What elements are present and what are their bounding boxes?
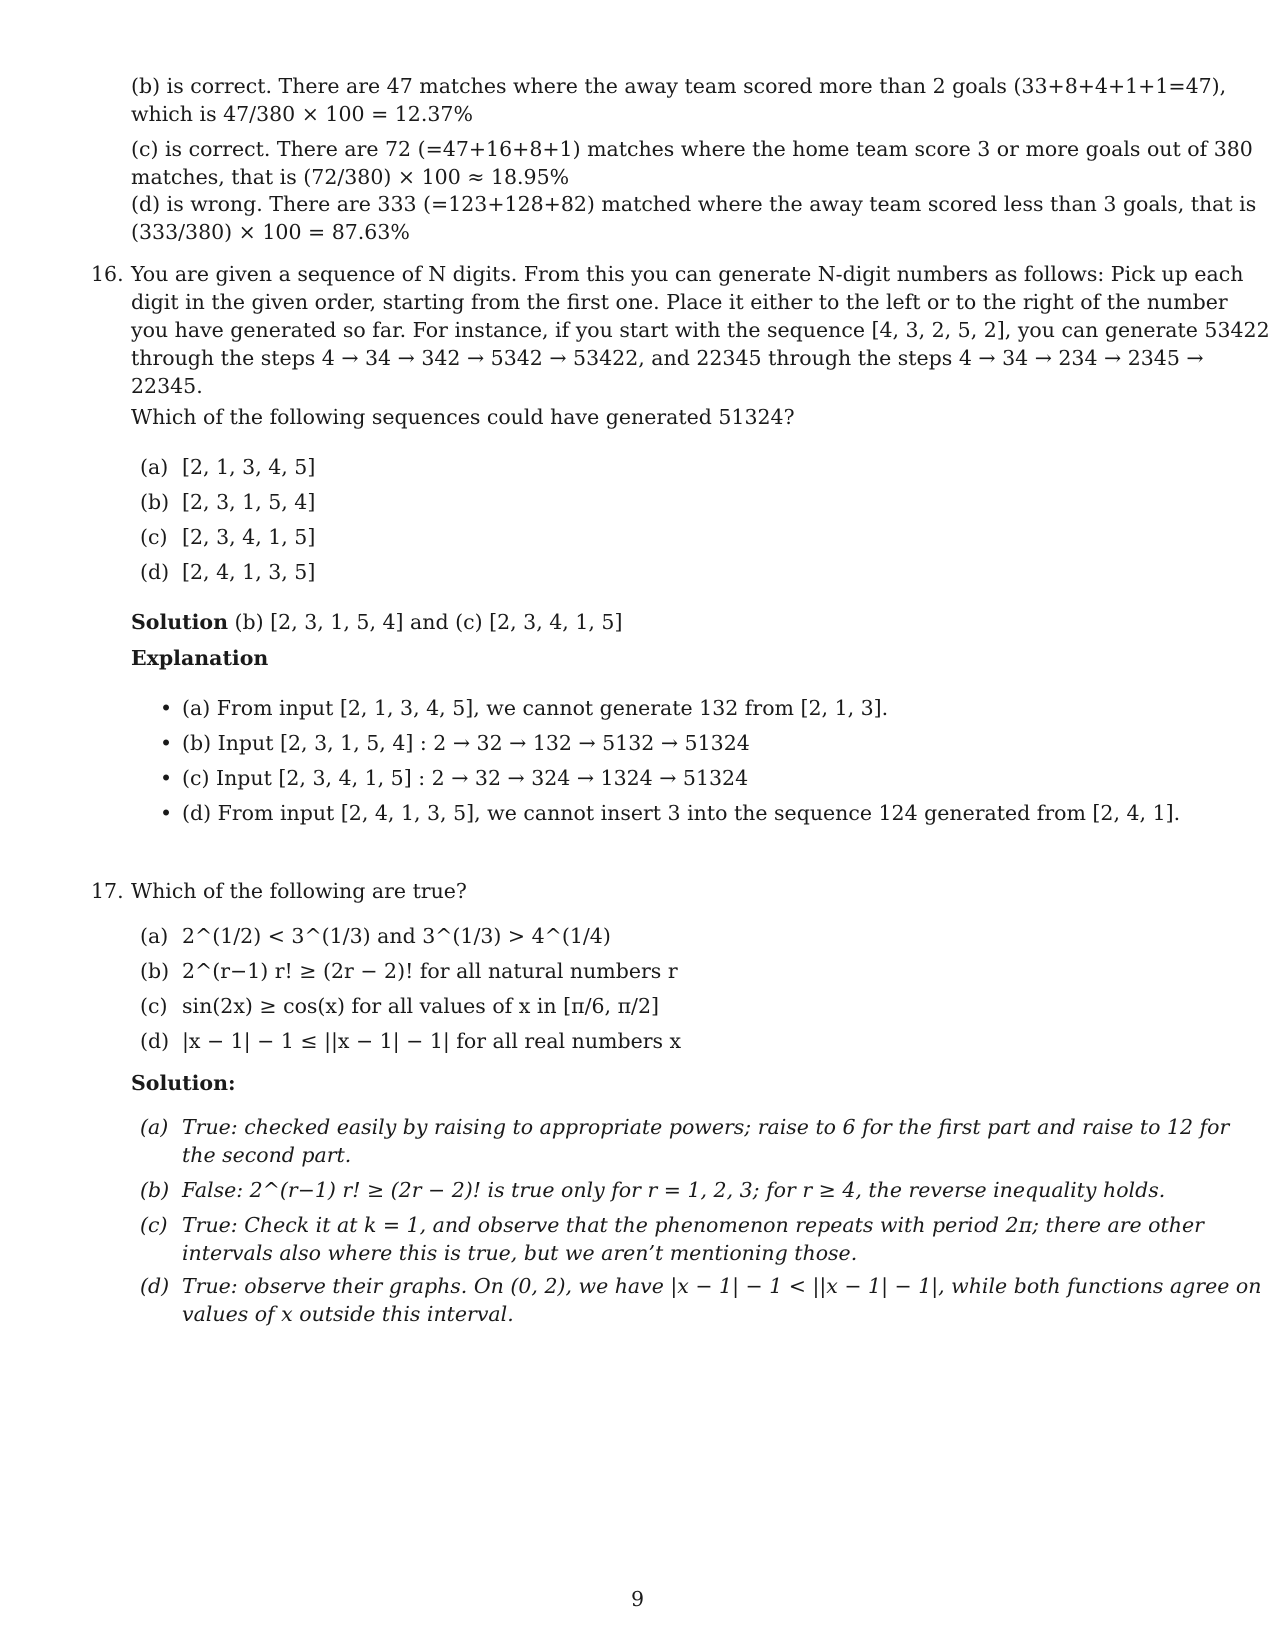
text-line: You are given a sequence of N digits. From this you can generate N-digit numbers as follows: Pick up each [131,262,1244,286]
page-number: 9 [630,1587,645,1611]
option-label: (b) [140,490,170,514]
option-label: (c) [140,525,168,549]
option-d [140,1027,681,1055]
option-label: (d) [140,560,170,584]
text-line: (333/380) × 100 = 87.63% [131,220,410,244]
text-line: True: Check it at k = 1, and observe that the phenomenon repeats with period 2π; there are other [182,1213,1204,1237]
text-line: which is 47/380 × 100 = 12.37% [131,102,473,126]
option-c [140,992,659,1020]
solution-text [182,1211,1204,1267]
prev-answer-c [131,135,1253,191]
option-label: (a) [140,455,169,479]
explanation-item [160,764,748,792]
text-line: 22345. [131,374,203,398]
solution-text [182,1272,1262,1328]
option-text: [2, 1, 3, 4, 5] [182,455,316,479]
text-line: intervals also where this is true, but we aren’t mentioning those. [182,1241,858,1265]
text-line: True: checked easily by raising to appropriate powers; raise to 6 for the first part and raise to 12 for [182,1115,1230,1139]
text-line: False: 2^(r−1) r! ≥ (2r − 2)! is true only for r = 1, 2, 3; for r ≥ 4, the reverse inequality holds. [182,1178,1166,1202]
solution-label: (c) [140,1213,168,1237]
text-line: through the steps 4 → 34 → 342 → 5342 → 53422, and 22345 through the steps 4 → 34 → 234 → 2345 → [131,346,1204,370]
prev-answer-b [131,72,1227,128]
question-16-body [131,260,1270,400]
explanation-text: (c) Input [2, 3, 4, 1, 5] : 2 → 32 → 324 → 1324 → 51324 [182,766,749,790]
explanation-item [160,799,1180,827]
question-number: 17. [91,879,124,903]
option-c [140,523,315,551]
bullet-icon: • [160,766,173,790]
question-17-prompt: Which of the following are true? [131,879,467,903]
explanation-heading: Explanation [131,646,269,670]
option-text: |x − 1| − 1 ≤ ||x − 1| − 1| for all real numbers x [182,1029,682,1053]
text-line: digit in the given order, starting from the first one. Place it either to the left or to the right of the number [131,290,1228,314]
explanation-item [160,694,888,722]
text-line: matches, that is (72/380) × 100 ≈ 18.95% [131,165,570,189]
explanation-item [160,729,750,757]
text-line: you have generated so far. For instance, if you start with the sequence [4, 3, 2, 5, 2], you can generate 53422 [131,318,1270,342]
solution-text: (b) [2, 3, 1, 5, 4] and (c) [2, 3, 4, 1, 5] [234,610,623,634]
prev-answer-d [131,190,1257,246]
text-line: (c) is correct. There are 72 (=47+16+8+1) matches where the home team score 3 or more goals out of 380 [131,137,1253,161]
option-label: (a) [140,924,169,948]
text-line: values of x outside this interval. [182,1302,514,1326]
solution-text [182,1113,1230,1169]
solution-16 [131,608,1196,636]
option-text: 2^(r−1) r! ≥ (2r − 2)! for all natural numbers r [182,959,678,983]
option-text: [2, 3, 4, 1, 5] [182,525,316,549]
text-line: (d) is wrong. There are 333 (=123+128+82) matched where the away team scored less than 3 goals, that is [131,192,1257,216]
explanation-text: (d) From input [2, 4, 1, 3, 5], we cannot insert 3 into the sequence 124 generated from [2, 4, 1]. [182,801,1181,825]
question-number: 16. [91,262,124,286]
option-label: (b) [140,959,170,983]
solution-heading: Solution [131,610,229,634]
option-d [140,558,315,586]
option-text: [2, 3, 1, 5, 4] [182,490,316,514]
option-text: [2, 4, 1, 3, 5] [182,560,316,584]
option-label: (d) [140,1029,170,1053]
option-a [140,922,611,950]
solution-text [182,1176,1196,1204]
option-a [140,453,315,481]
text-line: (b) is correct. There are 47 matches where the away team scored more than 2 goals (33+8+4+1+1=47), [131,74,1227,98]
question-16-prompt: Which of the following sequences could have generated 51324? [131,405,795,429]
text-line: the second part. [182,1143,352,1167]
bullet-icon: • [160,731,173,755]
solution-label: (b) [140,1178,170,1202]
solution-label: (d) [140,1274,170,1298]
option-text: sin(2x) ≥ cos(x) for all values of x in [π/6, π/2] [182,994,660,1018]
bullet-icon: • [160,696,173,720]
option-text: 2^(1/2) < 3^(1/3) and 3^(1/3) > 4^(1/4) [182,924,611,948]
option-b [140,957,678,985]
bullet-icon: • [160,801,173,825]
explanation-text: (b) Input [2, 3, 1, 5, 4] : 2 → 32 → 132 → 5132 → 51324 [182,731,750,755]
solution-heading: Solution: [131,1071,236,1095]
option-label: (c) [140,994,168,1018]
option-b [140,488,315,516]
text-line: True: observe their graphs. On (0, 2), we have |x − 1| − 1 < ||x − 1| − 1|, while both functions agree on [182,1274,1262,1298]
explanation-text: (a) From input [2, 1, 3, 4, 5], we cannot generate 132 from [2, 1, 3]. [182,696,889,720]
solution-label: (a) [140,1115,169,1139]
